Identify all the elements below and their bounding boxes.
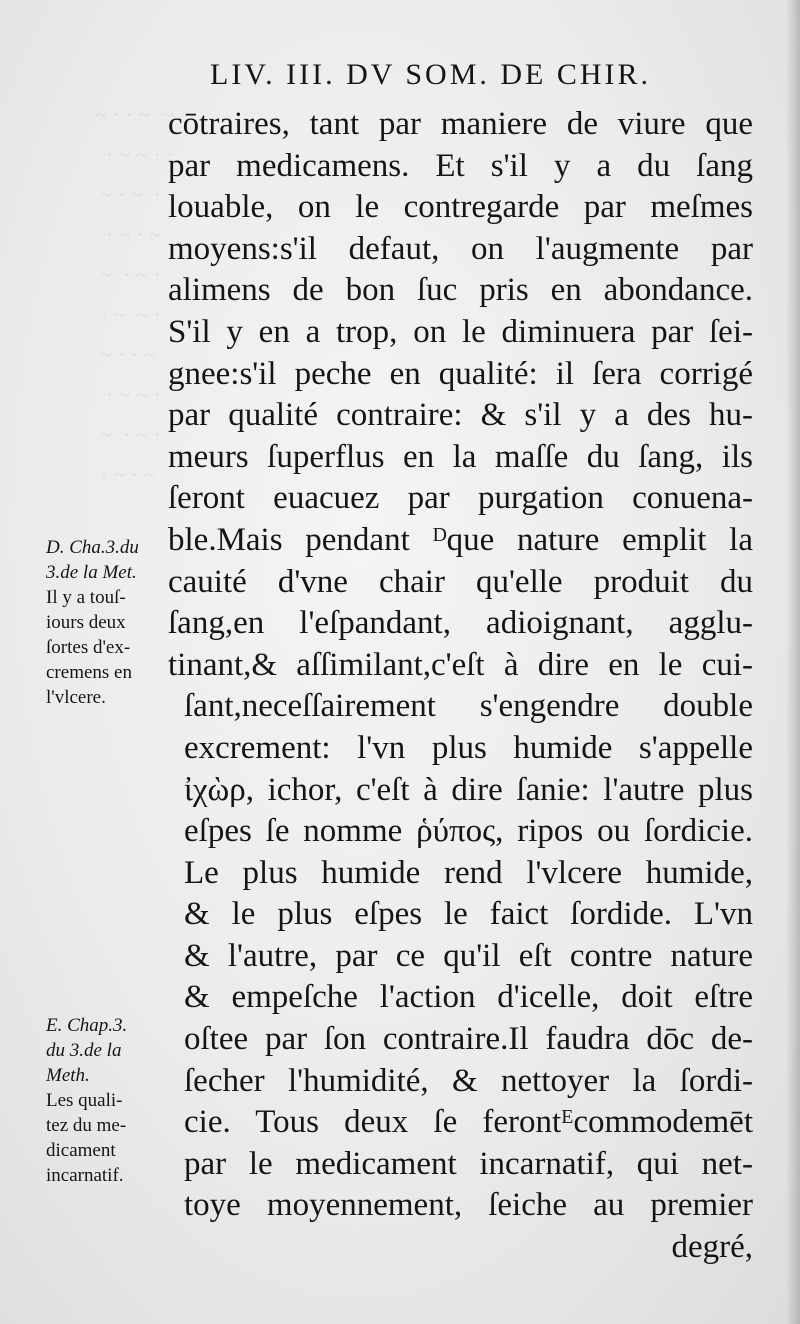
margin-note-line: 3.de la Met. [46,562,137,583]
margin-note-1 [46,535,176,710]
text-line: ἰχὼρ, ichor, c'eſt à dire ſanie: l'autre plus [184,771,753,808]
text-line: excrement: l'vn plus humide s'appelle [184,729,753,766]
text-line: ſang,en l'eſpandant, adioignant, agglu- [168,605,753,642]
text-line: gnee:s'il peche en qualité: il ſera corrigé [168,355,753,392]
margin-note-line: l'vlcere. [46,687,106,708]
margin-note-line: dicament [46,1140,116,1161]
text-line: & l'autre, par ce qu'il eſt contre nature [184,937,753,974]
text-line: meurs ſuperflus en la maſſe du ſang, ils [168,438,753,475]
text-line: par medicamens. Et s'il y a du ſang [168,147,753,184]
margin-note-line: iours deux [46,612,126,633]
text-line: & le plus eſpes le faict ſordide. L'vn [184,896,753,933]
text-line: alimens de bon ſuc pris en abondance. [168,272,753,309]
running-head: LIV. III. DV SOM. DE CHIR. [210,58,652,91]
show-through-bleed: ~ · · ~ ~ · ~ ~ · · ~ · ~ · · ~ · ~ ~ · ~ · · ~ ~ · ~ · · ~ · ~ ~ · ~ · ~ · · ~ · ~ [95,102,174,487]
margin-note-line: D. Cha.3.du [46,537,139,558]
text-line: louable, on le contregarde par meſmes [168,189,753,226]
text-line: toye moyennement, ſeiche au premier [184,1187,753,1224]
text-line: par le medicament incarnatif, qui net- [184,1145,753,1182]
text-line: & empeſche l'action d'icelle, doit eſtre [184,979,753,1016]
catchword: degré, [671,1229,753,1266]
page-edge-shadow [786,0,800,1324]
margin-note-line: ſortes d'ex- [46,637,131,658]
text-line: par qualité contraire: & s'il y a des hu- [168,397,753,434]
margin-note-2 [46,1013,176,1188]
text-line: Le plus humide rend l'vlcere humide, [184,854,753,891]
margin-note-line: Les quali- [46,1090,123,1111]
margin-note-line: tez du me- [46,1115,127,1136]
text-line: oſtee par ſon contraire.Il faudra dōc de- [184,1021,753,1058]
margin-note-line: du 3.de la [46,1040,122,1061]
text-line: ſeront euacuez par purgation conuena- [168,480,753,517]
text-line: S'il y en a trop, on le diminuera par ſei- [168,313,753,350]
margin-note-line: Meth. [46,1065,90,1086]
text-line: ble.Mais pendant ᴰque nature emplit la [168,521,753,558]
margin-note-line: incarnatif. [46,1165,124,1186]
text-line: tinant,& aſſimilant,c'eſt à dire en le cui- [168,646,753,683]
text-line: cōtraires, tant par maniere de viure que [168,106,753,142]
margin-note-line: E. Chap.3. [46,1015,128,1036]
text-line: eſpes ſe nomme ῥύπος, ripos ou ſordicie. [184,813,753,850]
margin-note-line: cremens en [46,662,132,683]
margin-note-line: Il y a touſ- [46,587,126,608]
text-line: moyens:s'il defaut, on l'augmente par [168,230,753,267]
text-line: ſecher l'humidité, & nettoyer la ſordi- [184,1062,753,1099]
text-line: cauité d'vne chair qu'elle produit du [168,563,753,600]
text-line: ſant,neceſſairement s'engendre double [184,688,753,725]
text-line: cie. Tous deux ſe ferontᴱcommodemēt [184,1104,753,1141]
main-text-block [168,104,753,1269]
